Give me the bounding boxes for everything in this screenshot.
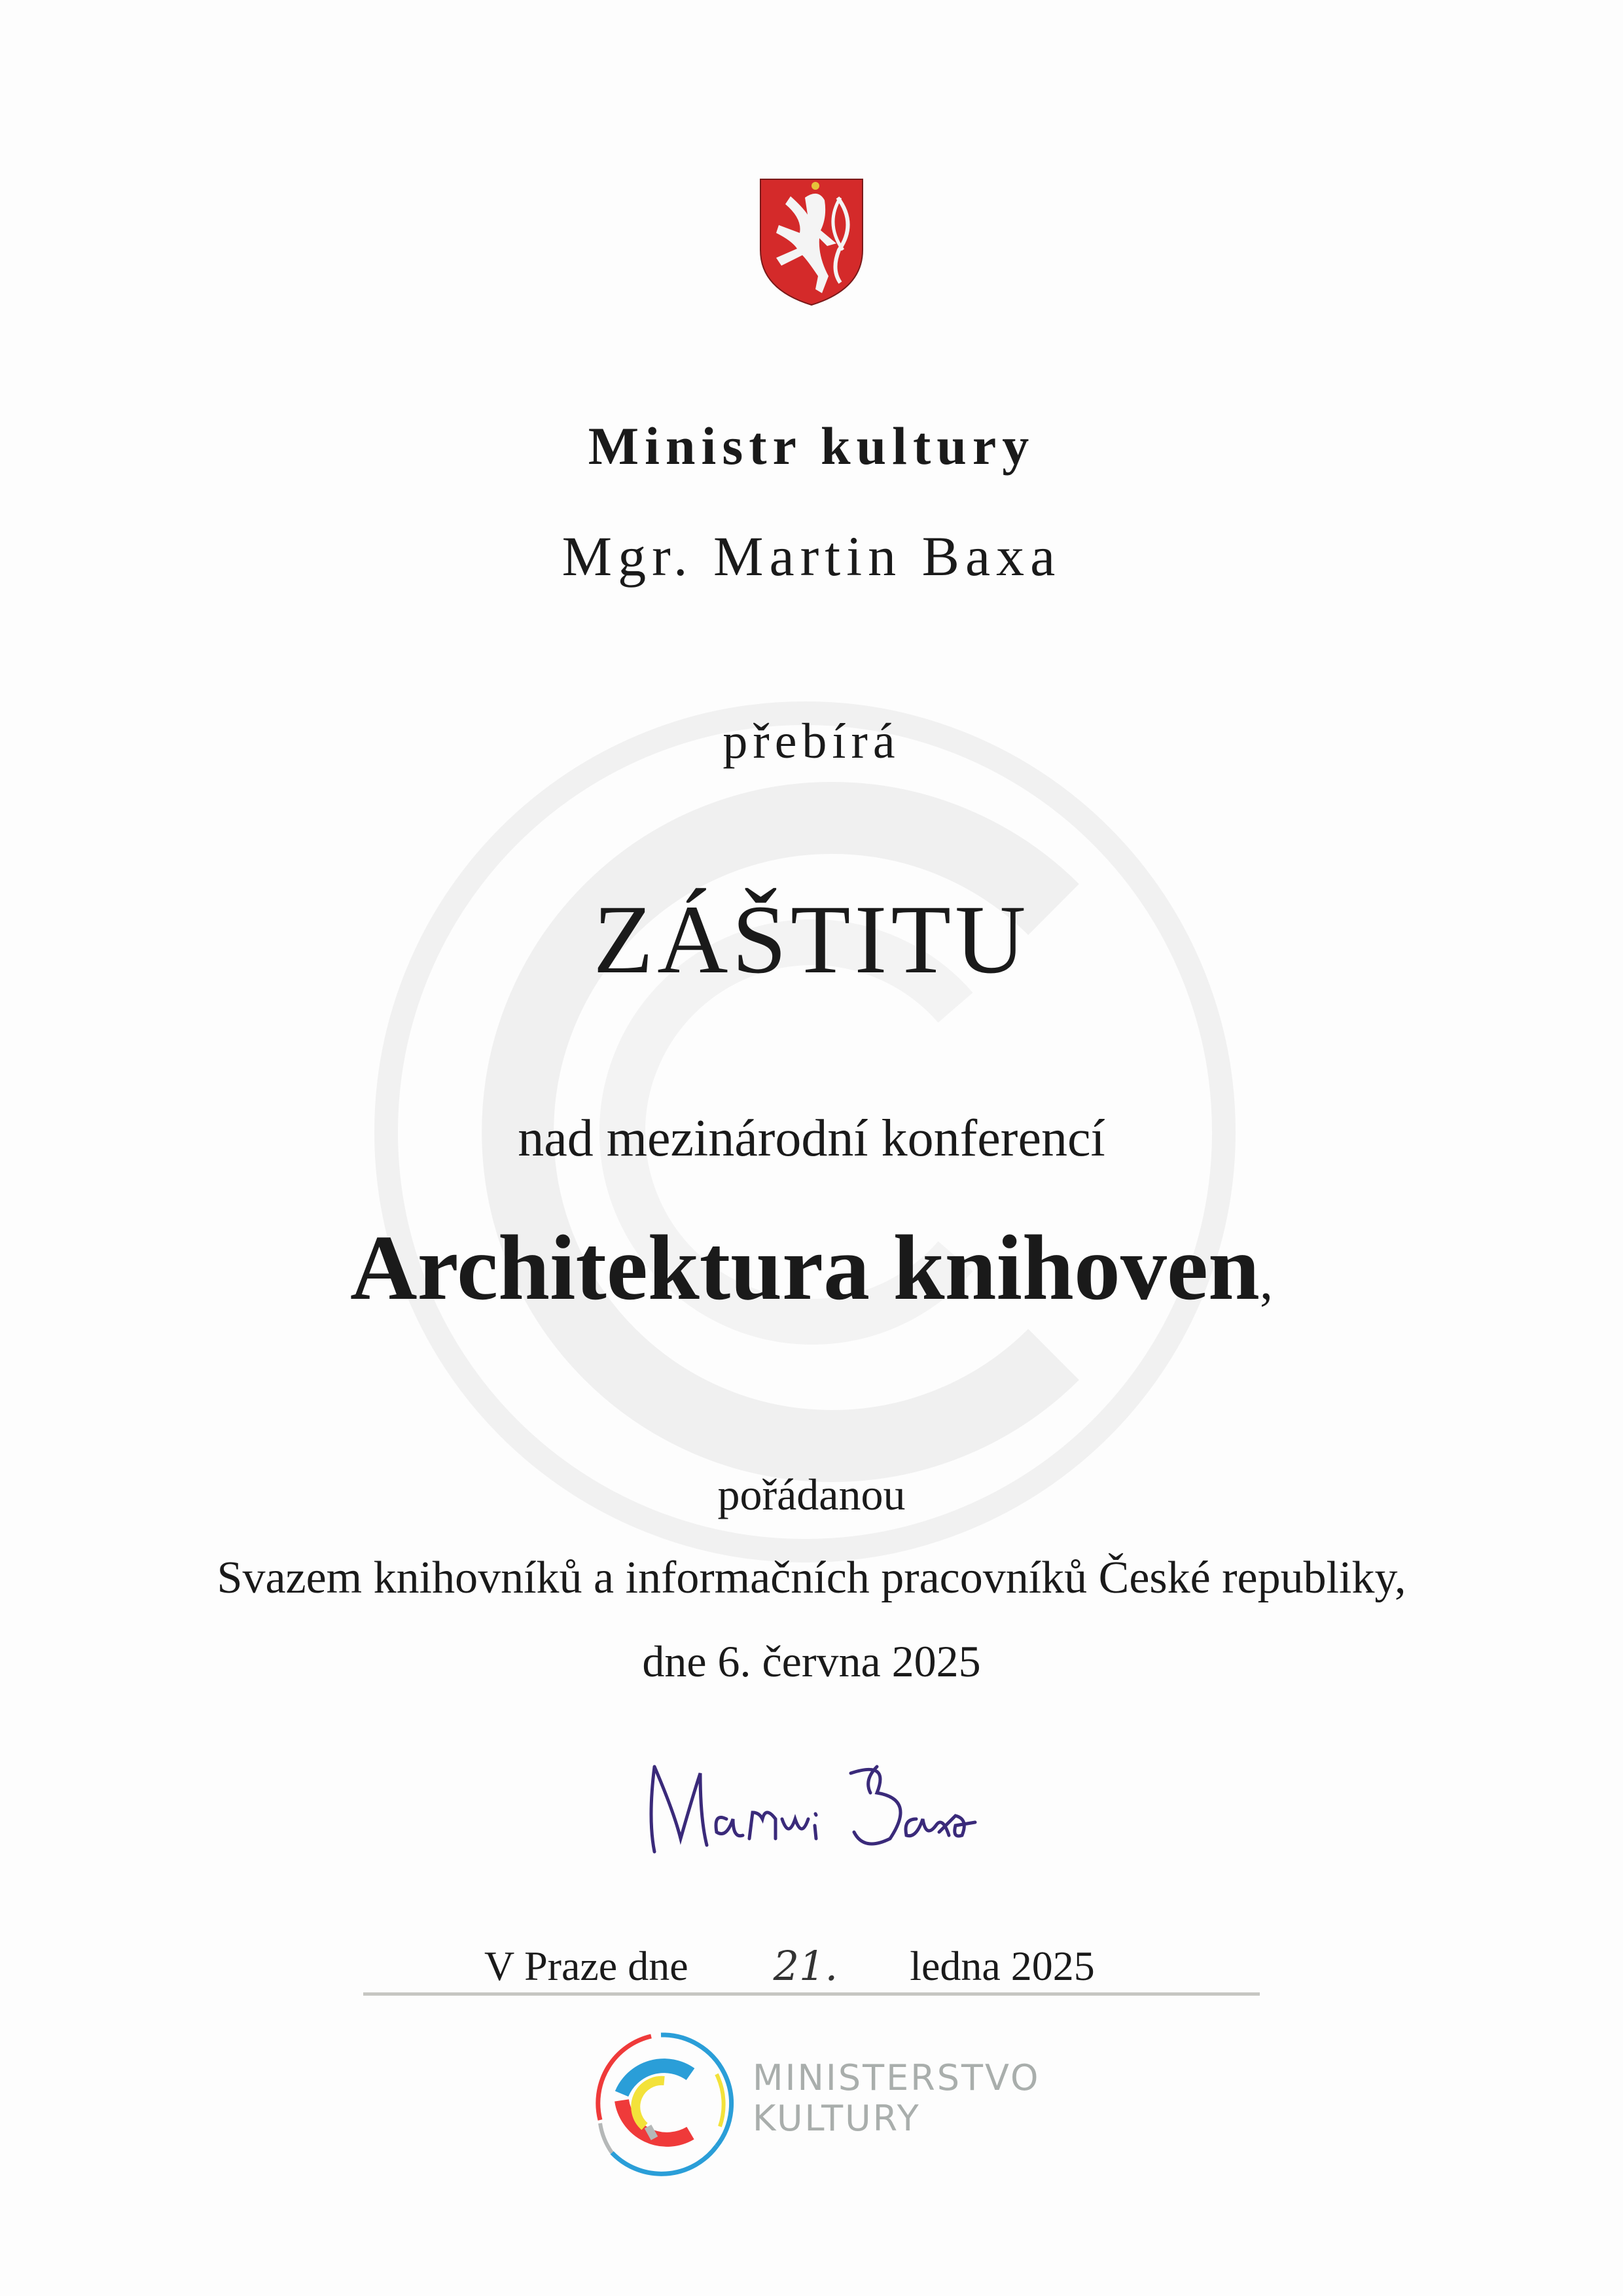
place-label: V Praze dne bbox=[484, 1943, 688, 1989]
ministry-logo-text bbox=[753, 2058, 1041, 2139]
logo-line-2: KULTURY bbox=[753, 2098, 921, 2139]
office-title: Ministr kultury bbox=[588, 416, 1035, 476]
handwritten-signature bbox=[628, 1740, 1008, 1884]
divider-line bbox=[363, 1992, 1260, 1996]
event-comma: , bbox=[1259, 1253, 1273, 1311]
event-date: dne 6. června 2025 bbox=[642, 1636, 981, 1686]
intro-text: nad mezinárodní konferencí bbox=[518, 1110, 1105, 1167]
logo-line-1: MINISTERSTVO bbox=[753, 2057, 1041, 2098]
document-title: ZÁŠTITU bbox=[593, 885, 1030, 994]
ministry-logo-icon bbox=[586, 2028, 736, 2179]
coat-of-arms-emblem bbox=[759, 178, 864, 306]
event-title: Architektura knihoven bbox=[350, 1216, 1260, 1319]
organized-text: pořádanou bbox=[717, 1470, 906, 1519]
verb-text: přebírá bbox=[722, 714, 901, 769]
minister-name: Mgr. Martin Baxa bbox=[562, 525, 1061, 588]
event-name bbox=[0, 1214, 1623, 1321]
signing-date bbox=[484, 1942, 1095, 1990]
handwritten-day: 21. bbox=[773, 1942, 838, 1990]
month-year: ledna 2025 bbox=[910, 1943, 1095, 1989]
organizer-text: Svazem knihovníků a informačních pracovníků České republiky, bbox=[217, 1553, 1406, 1603]
